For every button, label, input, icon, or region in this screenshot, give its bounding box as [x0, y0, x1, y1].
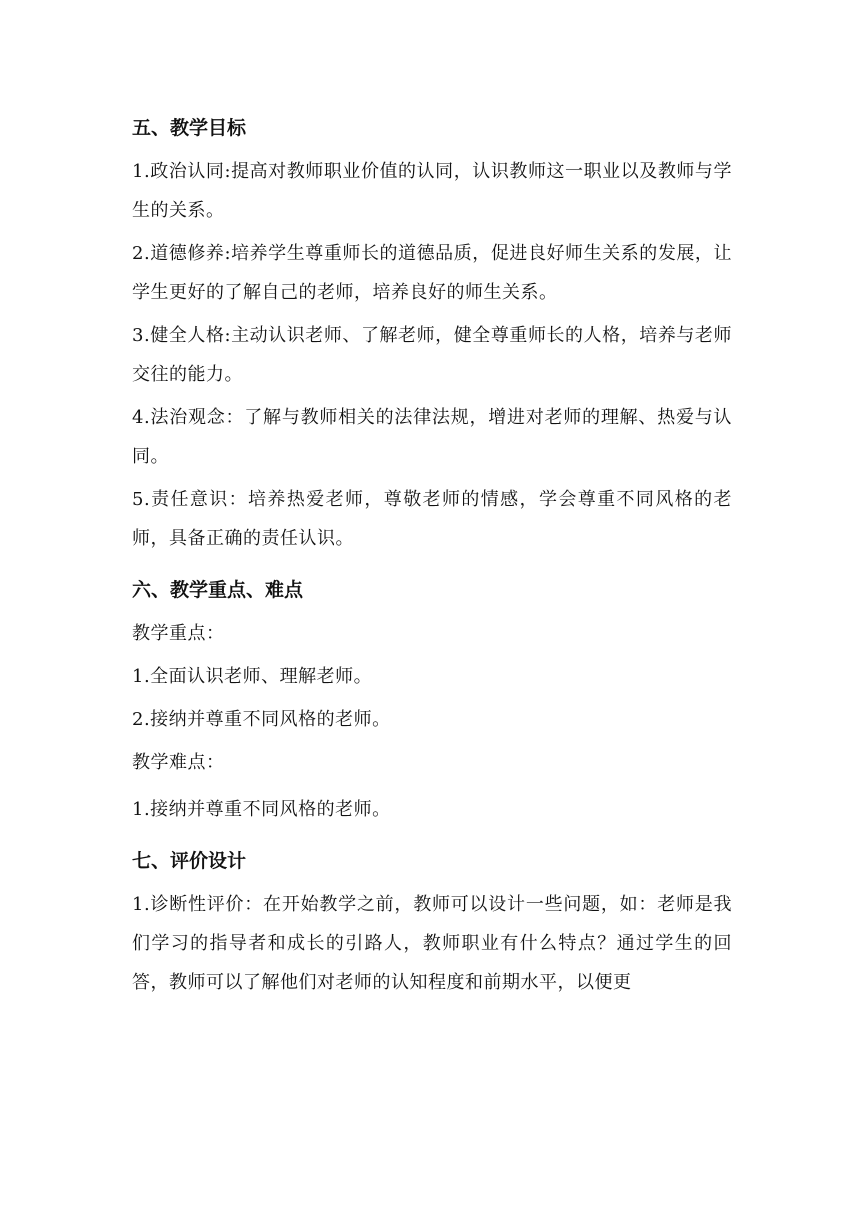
- key-point-item-1: 1.全面认识老师、理解老师。: [132, 666, 373, 687]
- difficult-points-label: 教学难点：: [132, 752, 225, 773]
- section-heading: 五、教学目标: [132, 117, 247, 139]
- objective-item-2: 2.道德修养:培养学生尊重师长的道德品质，促进良好师生关系的发展，让学生更好的了解自己的老师，培养良好的师生关系。: [132, 243, 732, 303]
- difficult-point-item-1: 1.接纳并尊重不同风格的老师。: [132, 799, 391, 820]
- objective-item-4: 4.法治观念：了解与教师相关的法律法规，增进对老师的理解、热爱与认同。: [132, 407, 732, 467]
- section-heading: 七、评价设计: [132, 850, 247, 872]
- objective-item-1: 1.政治认同:提高对教师职业价值的认同，认识教师这一职业以及教师与学生的关系。: [132, 161, 732, 221]
- document-page: [132, 108, 732, 1006]
- section-evaluation-design: [132, 841, 732, 1002]
- section-key-difficult-points: [132, 570, 732, 829]
- objective-item-5: 5.责任意识：培养热爱老师，尊敬老师的情感，学会尊重不同风格的老师，具备正确的责任认识。: [132, 489, 732, 549]
- objective-item-3: 3.健全人格:主动认识老师、了解老师，健全尊重师长的人格，培养与老师交往的能力。: [132, 325, 732, 385]
- key-points-label: 教学重点：: [132, 623, 225, 644]
- section-teaching-objectives: [132, 108, 732, 558]
- key-point-item-2: 2.接纳并尊重不同风格的老师。: [132, 709, 391, 730]
- evaluation-item-1: 1.诊断性评价：在开始教学之前，教师可以设计一些问题，如：老师是我们学习的指导者和成长的引路人，教师职业有什么特点？通过学生的回答，教师可以了解他们对老师的认知程度和前期水平，以便更: [132, 894, 732, 993]
- section-heading: 六、教学重点、难点: [132, 579, 304, 601]
